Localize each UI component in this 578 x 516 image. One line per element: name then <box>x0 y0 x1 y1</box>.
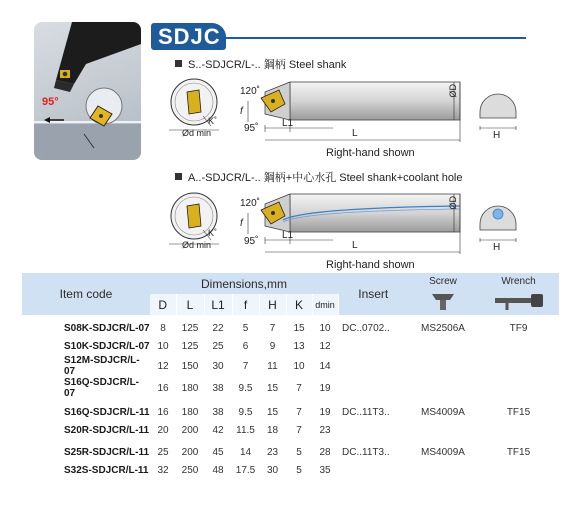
wrench-header-cell <box>478 273 559 315</box>
column-header-h: H <box>259 294 286 315</box>
dimension-cell-d: 16 <box>157 382 169 394</box>
item-code-cell: S25R-SDJCR/L-11 <box>64 446 150 458</box>
dimension-cell-k: 15 <box>293 322 305 334</box>
section2-l1-label: L1 <box>282 230 294 241</box>
section2-h-label: H <box>493 242 501 253</box>
dimension-cell-dmin: 19 <box>319 406 331 418</box>
dimension-cell-h: 7 <box>269 322 276 334</box>
column-header-l1: L1 <box>204 294 232 315</box>
wrench-cell: TF15 <box>506 407 531 418</box>
insert-cell: DC..0702.. <box>342 323 390 334</box>
dimension-cell-d: 10 <box>157 340 169 352</box>
wrench-cell: TF15 <box>506 447 531 458</box>
dimensions-header: Dimensions,mm <box>150 273 338 294</box>
dimension-cell-l: 200 <box>181 446 199 458</box>
dimension-cell-h: 9 <box>269 340 276 352</box>
item-code-cell: S08K-SDJCR/L-07 <box>64 322 150 334</box>
dimension-cell-dmin: 35 <box>319 464 331 476</box>
series-banner <box>151 23 226 50</box>
section2-f-label: f <box>240 218 243 229</box>
dimension-cell-d: 20 <box>157 424 169 436</box>
tool-photo <box>34 22 141 160</box>
dimension-cell-l: 125 <box>181 340 199 352</box>
dimension-cell-h: 15 <box>266 406 279 418</box>
screw-cell: MS4009A <box>421 407 465 418</box>
dimension-cell-f: 14 <box>239 446 252 458</box>
column-header-k: K <box>286 294 312 315</box>
section1-dmin-label: Ød min <box>182 128 212 138</box>
bullet-square-icon <box>175 173 182 180</box>
dimension-cell-f: 17.5 <box>235 464 256 476</box>
dimension-cell-d: 16 <box>157 406 169 418</box>
screw-cell: MS4009A <box>421 447 465 458</box>
dimension-cell-k: 13 <box>293 340 305 352</box>
dimension-cell-l1: 45 <box>212 446 224 458</box>
dimension-cell-l1: 22 <box>212 322 224 334</box>
screw-header-cell <box>408 273 478 315</box>
section1-angle-95: 95˚ <box>244 123 259 134</box>
column-header-d: D <box>150 294 176 315</box>
dimension-cell-dmin: 28 <box>319 446 331 458</box>
dimension-cell-l: 150 <box>181 360 199 372</box>
insert-cell: DC..11T3.. <box>342 407 390 418</box>
section1-k-label: K˚ <box>208 116 217 126</box>
column-header-f: f <box>232 294 259 315</box>
screw-cell: MS2506A <box>421 323 465 334</box>
section2-right-hand-shown: Right-hand shown <box>326 259 415 271</box>
dimension-cell-l1: 38 <box>212 382 224 394</box>
item-code-cell: S32S-SDJCR/L-11 <box>64 464 149 476</box>
dimension-cell-dmin: 19 <box>319 382 331 394</box>
dimension-cell-d: 25 <box>157 446 169 458</box>
column-header-l: L <box>176 294 204 315</box>
dimension-cell-f: 7 <box>242 360 249 372</box>
column-header-dmin: dmin <box>312 294 338 315</box>
section1-angle-120: 120˚ <box>240 86 261 97</box>
section2-angle-120: 120˚ <box>240 198 261 209</box>
dimension-cell-h: 23 <box>266 446 279 458</box>
dimension-cell-d: 32 <box>157 464 169 476</box>
section1-d-label: ØD <box>448 84 458 98</box>
dimension-cell-f: 9.5 <box>238 406 253 418</box>
dimension-cell-h: 30 <box>266 464 279 476</box>
section1-right-hand-shown: Right-hand shown <box>326 147 415 159</box>
dimension-cell-f: 11.5 <box>236 424 255 436</box>
dimension-cell-d: 8 <box>160 322 166 334</box>
table-row <box>22 319 559 337</box>
dimension-cell-l: 180 <box>181 382 199 394</box>
wrench-cell: TF9 <box>509 323 528 334</box>
dimension-cell-h: 18 <box>266 424 279 436</box>
section2-side-view <box>235 182 465 258</box>
dimension-cell-k: 5 <box>296 446 302 458</box>
dimension-cell-dmin: 14 <box>319 360 331 372</box>
section2-d-label: ØD <box>448 196 458 210</box>
boring-bar-illustration <box>34 22 141 160</box>
dimension-cell-l1: 48 <box>212 464 224 476</box>
dimension-cell-l: 180 <box>181 406 199 418</box>
insert-header: Insert <box>338 273 408 315</box>
approach-angle-label: 95° <box>42 96 59 108</box>
section1-caption: S..-SDJCR/L-.. 鋼柄 Steel shank <box>175 56 346 72</box>
dimension-cell-k: 7 <box>296 382 302 394</box>
dimension-cell-h: 11 <box>267 360 278 372</box>
dimension-cell-l1: 25 <box>212 340 224 352</box>
section1-h-label: H <box>493 130 501 141</box>
banner-rule <box>226 37 526 39</box>
dimension-cell-f: 6 <box>242 340 249 352</box>
dimension-cell-l1: 42 <box>212 424 224 436</box>
wrench-icon <box>491 290 547 312</box>
insert-cell: DC..11T3.. <box>342 447 390 458</box>
item-code-cell: S20R-SDJCR/L-11 <box>64 424 150 436</box>
dimension-cell-k: 7 <box>296 406 302 418</box>
section2-dmin-label: Ød min <box>182 240 212 250</box>
item-code-cell: S10K-SDJCR/L-07 <box>64 340 150 352</box>
item-code-header: Item code <box>22 273 150 315</box>
dimension-cell-f: 5 <box>242 322 249 334</box>
item-code-cell: S12M-SDJCR/L-07 <box>64 355 140 377</box>
wrench-header: Wrench <box>501 276 536 287</box>
table-row <box>22 403 559 421</box>
dimension-cell-l1: 38 <box>212 406 224 418</box>
dimension-cell-l1: 30 <box>212 360 224 372</box>
item-code-cell: S16Q-SDJCR/L-11 <box>64 406 150 418</box>
screw-icon <box>428 290 458 312</box>
dimension-cell-l: 250 <box>181 464 199 476</box>
section2-l-label: L <box>352 240 358 251</box>
dimension-cell-dmin: 23 <box>319 424 331 436</box>
dimension-cell-k: 5 <box>296 464 302 476</box>
dimension-cell-l: 125 <box>181 322 199 334</box>
table-body <box>22 273 559 479</box>
section1-l-label: L <box>352 128 358 139</box>
dimension-cell-k: 10 <box>293 360 305 372</box>
table-header-row <box>22 273 559 294</box>
dimension-cell-f: 9.5 <box>238 382 253 394</box>
dimension-cell-dmin: 12 <box>319 340 331 352</box>
dimension-cell-k: 7 <box>296 424 302 436</box>
series-title: SDJC <box>158 24 221 49</box>
dimension-cell-l: 200 <box>181 424 199 436</box>
item-code-cell: S16Q-SDJCR/L-07 <box>64 377 140 399</box>
dimensions-table <box>22 273 559 479</box>
bullet-square-icon <box>175 60 182 67</box>
section2-k-label: K˚ <box>208 228 217 238</box>
section2-angle-95: 95˚ <box>244 236 259 247</box>
section1-side-view <box>235 70 465 146</box>
section2-caption: A..-SDJCR/L-.. 鋼柄+中心水孔 Steel shank+coolant hole <box>175 169 463 185</box>
section1-l1-label: L1 <box>282 118 294 129</box>
section1-f-label: f <box>240 106 243 117</box>
dimension-cell-h: 15 <box>266 382 279 394</box>
dimension-cell-d: 12 <box>157 360 169 372</box>
dimension-cell-dmin: 10 <box>319 322 331 334</box>
screw-header: Screw <box>429 276 457 287</box>
table-row <box>22 443 559 461</box>
